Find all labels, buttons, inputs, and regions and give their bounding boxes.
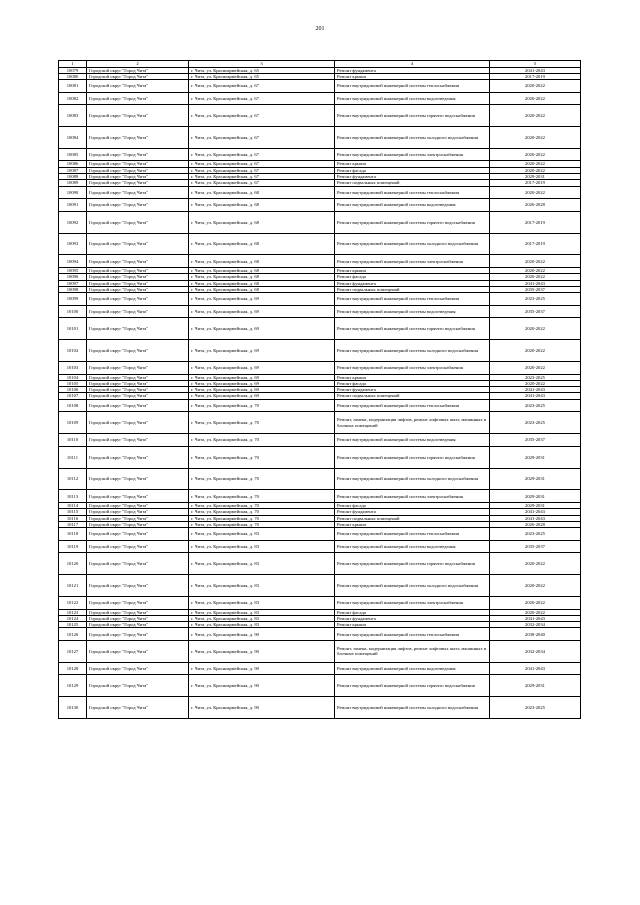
work-type-cell: Ремонт внутридомовой инженерной системы водоотведения [335,199,490,212]
address-cell: г. Чита, ул. Красноармейская, д. 83 [189,596,335,609]
work-type-cell: Ремонт фасада [335,274,490,280]
work-type-cell: Ремонт внутридомовой инженерной системы холодного водоснабжения [335,127,490,149]
row-number: 10086 [59,161,87,167]
work-type-cell: Ремонт внутридомовой инженерной системы холодного водоснабжения [335,340,490,362]
address-cell: г. Чита, ул. Красноармейская, д. 67 [189,127,335,149]
address-cell: г. Чита, ул. Красноармейская, д. 68 [189,211,335,233]
row-number: 10098 [59,286,87,292]
municipality-cell: Городской округ "Город Чита" [87,92,189,105]
period-cell: 2023-2025 [490,374,581,380]
municipality-cell: Городской округ "Город Чита" [87,468,189,490]
address-cell: г. Чита, ул. Красноармейская, д. 67 [189,180,335,186]
work-type-cell: Ремонт внутридомовой инженерной системы водоотведения [335,92,490,105]
work-type-cell: Ремонт внутридомовой инженерной системы электроснабжения [335,148,490,161]
table-row [59,211,581,233]
row-number: 10092 [59,211,87,233]
period-cell: 2020-2022 [490,167,581,173]
period-cell: 2020-2022 [490,80,581,93]
row-number: 10122 [59,596,87,609]
work-type-cell: Ремонт фасада [335,609,490,615]
column-header: 2 [87,61,189,68]
municipality-cell: Городской округ "Город Чита" [87,340,189,362]
table-row [59,255,581,268]
work-type-cell: Ремонт, замена, модернизация лифтов, ремонт лифтовых шахт, машинных и блочных помещений [335,412,490,434]
municipality-cell: Городской округ "Город Чита" [87,286,189,292]
row-number: 10115 [59,509,87,515]
row-number: 10110 [59,434,87,447]
work-type-cell: Ремонт внутридомовой инженерной системы горячего водоснабжения [335,553,490,575]
municipality-cell: Городской округ "Город Чита" [87,186,189,199]
period-cell: 2029-2031 [490,446,581,468]
address-cell: г. Чита, ул. Красноармейская, д. 70 [189,521,335,527]
address-cell: г. Чита, ул. Красноармейская, д. 69 [189,305,335,318]
municipality-cell: Городской округ "Город Чита" [87,274,189,280]
table-row [59,540,581,553]
address-cell: г. Чита, ул. Красноармейская, д. 70 [189,434,335,447]
row-number: 10102 [59,340,87,362]
row-number: 10113 [59,490,87,503]
address-cell: г. Чита, ул. Красноармейская, д. 83 [189,528,335,541]
period-cell: 2026-2028 [490,521,581,527]
table-row [59,596,581,609]
period-cell: 2041-2043 [490,515,581,521]
municipality-cell: Городской округ "Город Чита" [87,374,189,380]
row-number: 10118 [59,528,87,541]
row-number: 10082 [59,92,87,105]
work-type-cell: Ремонт крыши [335,622,490,628]
address-cell: г. Чита, ул. Красноармейская, д. 68 [189,286,335,292]
period-cell: 2020-2022 [490,362,581,375]
municipality-cell: Городской округ "Город Чита" [87,362,189,375]
address-cell: г. Чита, ул. Красноармейская, д. 67 [189,80,335,93]
row-number: 10097 [59,280,87,286]
municipality-cell: Городской округ "Город Чита" [87,540,189,553]
table-row [59,318,581,340]
address-cell: г. Чита, ул. Красноармейская, д. 69 [189,340,335,362]
address-cell: г. Чита, ул. Красноармейская, д. 67 [189,92,335,105]
period-cell: 2029-2031 [490,490,581,503]
address-cell: г. Чита, ул. Красноармейская, д. 70 [189,468,335,490]
municipality-cell: Городской округ "Город Чита" [87,662,189,675]
work-type-cell: Ремонт фундамента [335,387,490,393]
work-type-cell: Ремонт внутридомовой инженерной системы холодного водоснабжения [335,468,490,490]
work-type-cell: Ремонт внутридомовой инженерной системы водоотведения [335,305,490,318]
address-cell: г. Чита, ул. Красноармейская, д. 70 [189,509,335,515]
address-cell: г. Чита, ул. Красноармейская, д. 70 [189,412,335,434]
work-type-cell: Ремонт внутридомовой инженерной системы горячего водоснабжения [335,211,490,233]
period-cell: 2017-2019 [490,73,581,79]
row-number: 10104 [59,374,87,380]
row-number: 10116 [59,515,87,521]
period-cell: 2038-2040 [490,628,581,641]
work-type-cell: Ремонт подвальных помещений [335,393,490,399]
municipality-cell: Городской округ "Город Чита" [87,293,189,306]
table-row [59,490,581,503]
work-type-cell: Ремонт внутридомовой инженерной системы теплоснабжения [335,186,490,199]
address-cell: г. Чита, ул. Красноармейская, д. 69 [189,387,335,393]
address-cell: г. Чита, ул. Красноармейская, д. 90 [189,675,335,697]
address-cell: г. Чита, ул. Красноармейская, д. 65 [189,73,335,79]
row-number: 10124 [59,615,87,621]
work-type-cell: Ремонт внутридомовой инженерной системы горячего водоснабжения [335,318,490,340]
work-type-cell: Ремонт подвальных помещений [335,180,490,186]
row-number: 10123 [59,609,87,615]
work-type-cell: Ремонт, замена, модернизация лифтов, ремонт лифтовых шахт, машинных и блочных помещений [335,641,490,663]
period-cell: 2017-2019 [490,211,581,233]
repair-schedule-table [58,60,581,719]
municipality-cell: Городской округ "Город Чита" [87,515,189,521]
period-cell: 2035-2037 [490,434,581,447]
period-cell: 2041-2043 [490,280,581,286]
municipality-cell: Городской округ "Город Чита" [87,628,189,641]
period-cell: 2029-2031 [490,174,581,180]
work-type-cell: Ремонт внутридомовой инженерной системы теплоснабжения [335,399,490,412]
row-number: 10081 [59,80,87,93]
municipality-cell: Городской округ "Город Чита" [87,399,189,412]
period-cell: 2035-2037 [490,286,581,292]
period-cell: 2029-2031 [490,468,581,490]
address-cell: г. Чита, ул. Красноармейская, д. 67 [189,161,335,167]
work-type-cell: Ремонт фундамента [335,174,490,180]
address-cell: г. Чита, ул. Красноармейская, д. 69 [189,318,335,340]
table-row [59,412,581,434]
row-number: 10109 [59,412,87,434]
work-type-cell: Ремонт внутридомовой инженерной системы теплоснабжения [335,628,490,641]
row-number: 10089 [59,180,87,186]
period-cell: 2020-2022 [490,148,581,161]
period-cell: 2020-2022 [490,609,581,615]
period-cell: 2032-2034 [490,641,581,663]
table-row [59,641,581,663]
row-number: 10087 [59,167,87,173]
table-row [59,305,581,318]
table-row [59,105,581,127]
address-cell: г. Чита, ул. Красноармейская, д. 68 [189,233,335,255]
address-cell: г. Чита, ул. Красноармейская, д. 70 [189,399,335,412]
row-number: 10126 [59,628,87,641]
period-cell: 2026-2028 [490,199,581,212]
row-number: 10107 [59,393,87,399]
municipality-cell: Городской округ "Город Чита" [87,502,189,508]
table-row [59,434,581,447]
period-cell: 2035-2037 [490,540,581,553]
row-number: 10079 [59,67,87,73]
municipality-cell: Городской округ "Город Чита" [87,622,189,628]
row-number: 10085 [59,148,87,161]
municipality-cell: Городской округ "Город Чита" [87,615,189,621]
table-row [59,675,581,697]
row-number: 10103 [59,362,87,375]
municipality-cell: Городской округ "Город Чита" [87,697,189,719]
row-number: 10099 [59,293,87,306]
table-body [59,61,581,719]
work-type-cell: Ремонт внутридомовой инженерной системы электроснабжения [335,255,490,268]
row-number: 10111 [59,446,87,468]
row-number: 10080 [59,73,87,79]
address-cell: г. Чита, ул. Красноармейская, д. 90 [189,662,335,675]
work-type-cell: Ремонт фундамента [335,280,490,286]
work-type-cell: Ремонт фундамента [335,67,490,73]
row-number: 10105 [59,380,87,386]
address-cell: г. Чита, ул. Красноармейская, д. 67 [189,167,335,173]
period-cell: 2023-2025 [490,697,581,719]
period-cell: 2020-2022 [490,127,581,149]
municipality-cell: Городской округ "Город Чита" [87,174,189,180]
address-cell: г. Чита, ул. Красноармейская, д. 69 [189,293,335,306]
work-type-cell: Ремонт крыши [335,268,490,274]
address-cell: г. Чита, ул. Красноармейская, д. 83 [189,553,335,575]
address-cell: г. Чита, ул. Красноармейская, д. 68 [189,280,335,286]
address-cell: г. Чита, ул. Красноармейская, д. 68 [189,255,335,268]
municipality-cell: Городской округ "Город Чита" [87,575,189,597]
period-cell: 2041-2043 [490,615,581,621]
municipality-cell: Городской округ "Город Чита" [87,675,189,697]
table-row [59,628,581,641]
period-cell: 2023-2025 [490,399,581,412]
municipality-cell: Городской округ "Город Чита" [87,490,189,503]
column-header: 1 [59,61,87,68]
address-cell: г. Чита, ул. Красноармейская, д. 65 [189,67,335,73]
period-cell: 2020-2022 [490,186,581,199]
period-cell: 2020-2022 [490,596,581,609]
municipality-cell: Городской округ "Город Чита" [87,528,189,541]
municipality-cell: Городской округ "Город Чита" [87,233,189,255]
table-row [59,199,581,212]
row-number: 10106 [59,387,87,393]
row-number: 10117 [59,521,87,527]
table-row [59,362,581,375]
municipality-cell: Городской округ "Город Чита" [87,434,189,447]
row-number: 10100 [59,305,87,318]
municipality-cell: Городской округ "Город Чита" [87,180,189,186]
row-number: 10101 [59,318,87,340]
row-number: 10112 [59,468,87,490]
row-number: 10129 [59,675,87,697]
table-row [59,446,581,468]
address-cell: г. Чита, ул. Красноармейская, д. 83 [189,622,335,628]
period-cell: 2032-2034 [490,622,581,628]
row-number: 10125 [59,622,87,628]
address-cell: г. Чита, ул. Красноармейская, д. 90 [189,697,335,719]
work-type-cell: Ремонт внутридомовой инженерной системы теплоснабжения [335,293,490,306]
municipality-cell: Городской округ "Город Чита" [87,80,189,93]
period-cell: 2020-2022 [490,318,581,340]
address-cell: г. Чита, ул. Красноармейская, д. 90 [189,628,335,641]
municipality-cell: Городской округ "Город Чита" [87,609,189,615]
period-cell: 2023-2025 [490,293,581,306]
column-header: 4 [335,61,490,68]
table-row [59,80,581,93]
table-row [59,575,581,597]
work-type-cell: Ремонт внутридомовой инженерной системы электроснабжения [335,490,490,503]
period-cell: 2029-2031 [490,675,581,697]
work-type-cell: Ремонт крыши [335,161,490,167]
work-type-cell: Ремонт фасада [335,167,490,173]
table-row [59,340,581,362]
address-cell: г. Чита, ул. Красноармейская, д. 70 [189,446,335,468]
table-row [59,186,581,199]
municipality-cell: Городской округ "Город Чита" [87,161,189,167]
row-number: 10120 [59,553,87,575]
municipality-cell: Городской округ "Город Чита" [87,596,189,609]
work-type-cell: Ремонт внутридомовой инженерной системы электроснабжения [335,362,490,375]
address-cell: г. Чита, ул. Красноармейская, д. 68 [189,199,335,212]
municipality-cell: Городской округ "Город Чита" [87,167,189,173]
table-row [59,293,581,306]
municipality-cell: Городской округ "Город Чита" [87,387,189,393]
period-cell: 2020-2022 [490,340,581,362]
period-cell: 2017-2019 [490,180,581,186]
municipality-cell: Городской округ "Город Чита" [87,255,189,268]
work-type-cell: Ремонт внутридомовой инженерной системы горячего водоснабжения [335,446,490,468]
table-row [59,528,581,541]
address-cell: г. Чита, ул. Красноармейская, д. 69 [189,374,335,380]
municipality-cell: Городской округ "Город Чита" [87,127,189,149]
address-cell: г. Чита, ул. Красноармейская, д. 67 [189,148,335,161]
period-cell: 2023-2025 [490,412,581,434]
row-number: 10130 [59,697,87,719]
table-row [59,399,581,412]
municipality-cell: Городской округ "Город Чита" [87,509,189,515]
address-cell: г. Чита, ул. Красноармейская, д. 83 [189,615,335,621]
municipality-cell: Городской округ "Город Чита" [87,380,189,386]
work-type-cell: Ремонт внутридомовой инженерной системы холодного водоснабжения [335,233,490,255]
table-row [59,127,581,149]
row-number: 10128 [59,662,87,675]
work-type-cell: Ремонт подвальных помещений [335,286,490,292]
work-type-cell: Ремонт внутридомовой инженерной системы водоотведения [335,662,490,675]
municipality-cell: Городской округ "Город Чита" [87,641,189,663]
address-cell: г. Чита, ул. Красноармейская, д. 83 [189,575,335,597]
work-type-cell: Ремонт внутридомовой инженерной системы водоотведения [335,434,490,447]
municipality-cell: Городской округ "Город Чита" [87,553,189,575]
work-type-cell: Ремонт внутридомовой инженерной системы горячего водоснабжения [335,675,490,697]
work-type-cell: Ремонт фасада [335,380,490,386]
address-cell: г. Чита, ул. Красноармейская, д. 69 [189,380,335,386]
row-number: 10114 [59,502,87,508]
work-type-cell: Ремонт фасада [335,502,490,508]
period-cell: 2020-2022 [490,92,581,105]
address-cell: г. Чита, ул. Красноармейская, д. 69 [189,393,335,399]
address-cell: г. Чита, ул. Красноармейская, д. 68 [189,274,335,280]
address-cell: г. Чита, ул. Красноармейская, д. 67 [189,105,335,127]
work-type-cell: Ремонт внутридомовой инженерной системы холодного водоснабжения [335,697,490,719]
table-row [59,233,581,255]
address-cell: г. Чита, ул. Красноармейская, д. 67 [189,174,335,180]
address-cell: г. Чита, ул. Красноармейская, д. 68 [189,268,335,274]
row-number: 10121 [59,575,87,597]
municipality-cell: Городской округ "Город Чита" [87,67,189,73]
work-type-cell: Ремонт внутридомовой инженерной системы холодного водоснабжения [335,575,490,597]
address-cell: г. Чита, ул. Красноармейская, д. 70 [189,490,335,503]
table-row [59,697,581,719]
work-type-cell: Ремонт крыши [335,521,490,527]
work-type-cell: Ремонт подвальных помещений [335,515,490,521]
work-type-cell: Ремонт крыши [335,374,490,380]
row-number: 10119 [59,540,87,553]
column-header: 3 [189,61,335,68]
column-header: 5 [490,61,581,68]
municipality-cell: Городской округ "Город Чита" [87,305,189,318]
period-cell: 2041-2043 [490,67,581,73]
work-type-cell: Ремонт внутридомовой инженерной системы горячего водоснабжения [335,105,490,127]
table-row [59,148,581,161]
address-cell: г. Чита, ул. Красноармейская, д. 83 [189,609,335,615]
address-cell: г. Чита, ул. Красноармейская, д. 70 [189,515,335,521]
address-cell: г. Чита, ул. Красноармейская, д. 83 [189,540,335,553]
work-type-cell: Ремонт внутридомовой инженерной системы электроснабжения [335,596,490,609]
work-type-cell: Ремонт крыши [335,73,490,79]
municipality-cell: Городской округ "Город Чита" [87,268,189,274]
period-cell: 2041-2043 [490,509,581,515]
period-cell: 2035-2037 [490,305,581,318]
address-cell: г. Чита, ул. Красноармейская, д. 70 [189,502,335,508]
table-row [59,92,581,105]
period-cell: 2020-2022 [490,553,581,575]
row-number: 10093 [59,233,87,255]
period-cell: 2029-2031 [490,502,581,508]
municipality-cell: Городской округ "Город Чита" [87,280,189,286]
period-cell: 2020-2022 [490,274,581,280]
municipality-cell: Городской округ "Город Чита" [87,318,189,340]
row-number: 10095 [59,268,87,274]
period-cell: 2041-2043 [490,387,581,393]
period-cell: 2020-2022 [490,255,581,268]
row-number: 10083 [59,105,87,127]
row-number: 10127 [59,641,87,663]
period-cell: 2041-2043 [490,662,581,675]
municipality-cell: Городской округ "Город Чита" [87,73,189,79]
row-number: 10108 [59,399,87,412]
work-type-cell: Ремонт внутридомовой инженерной системы водоотведения [335,540,490,553]
table-row [59,468,581,490]
period-cell: 2020-2022 [490,105,581,127]
row-number: 10094 [59,255,87,268]
address-cell: г. Чита, ул. Красноармейская, д. 68 [189,186,335,199]
work-type-cell: Ремонт фундамента [335,615,490,621]
page-number: 201 [315,26,325,32]
municipality-cell: Городской округ "Город Чита" [87,446,189,468]
row-number: 10096 [59,274,87,280]
municipality-cell: Городской округ "Город Чита" [87,148,189,161]
period-cell: 2020-2022 [490,268,581,274]
municipality-cell: Городской округ "Город Чита" [87,412,189,434]
row-number: 10091 [59,199,87,212]
municipality-cell: Городской округ "Город Чита" [87,393,189,399]
table-row [59,553,581,575]
address-cell: г. Чита, ул. Красноармейская, д. 69 [189,362,335,375]
municipality-cell: Городской округ "Город Чита" [87,199,189,212]
period-cell: 2020-2022 [490,161,581,167]
period-cell: 2017-2019 [490,233,581,255]
period-cell: 2041-2043 [490,393,581,399]
period-cell: 2020-2022 [490,380,581,386]
row-number: 10084 [59,127,87,149]
row-number: 10090 [59,186,87,199]
work-type-cell: Ремонт внутридомовой инженерной системы теплоснабжения [335,528,490,541]
municipality-cell: Городской округ "Город Чита" [87,211,189,233]
period-cell: 2020-2022 [490,575,581,597]
table-row [59,662,581,675]
municipality-cell: Городской округ "Город Чита" [87,105,189,127]
period-cell: 2023-2025 [490,528,581,541]
address-cell: г. Чита, ул. Красноармейская, д. 90 [189,641,335,663]
work-type-cell: Ремонт фундамента [335,509,490,515]
work-type-cell: Ремонт внутридомовой инженерной системы теплоснабжения [335,80,490,93]
municipality-cell: Городской округ "Город Чита" [87,521,189,527]
row-number: 10088 [59,174,87,180]
